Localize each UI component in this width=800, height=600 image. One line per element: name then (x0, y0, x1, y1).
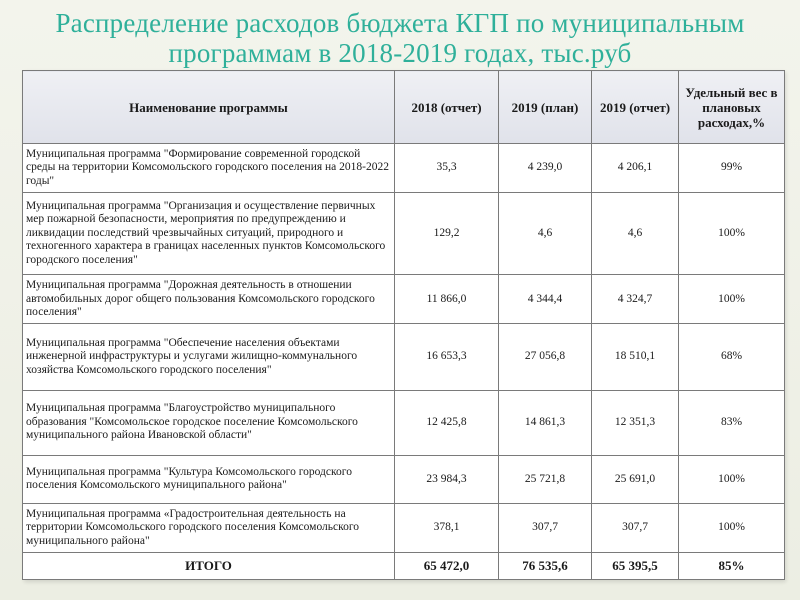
program-name-cell: Муниципальная программа "Формирование современной городской среды на территории Комсомольского городского поселения на 2018-2022 годы" (23, 144, 395, 193)
value-2019-report-cell: 25 691,0 (592, 455, 679, 504)
header-program-name: Наименование программы (23, 71, 395, 144)
total-2019-report-cell: 65 395,5 (592, 552, 679, 579)
value-2018-cell: 23 984,3 (395, 455, 499, 504)
value-2019-plan-cell: 4,6 (499, 192, 592, 275)
value-2019-plan-cell: 4 344,4 (499, 275, 592, 324)
total-label-cell: ИТОГО (23, 552, 395, 579)
header-share: Удельный вес в плановых расходах,% (679, 71, 785, 144)
value-2018-cell: 16 653,3 (395, 324, 499, 391)
share-cell: 99% (679, 144, 785, 193)
value-2019-report-cell: 307,7 (592, 504, 679, 553)
value-2018-cell: 35,3 (395, 144, 499, 193)
header-2018-report: 2018 (отчет) (395, 71, 499, 144)
header-2019-plan: 2019 (план) (499, 71, 592, 144)
table-row (23, 504, 785, 553)
value-2019-report-cell: 18 510,1 (592, 324, 679, 391)
value-2018-cell: 378,1 (395, 504, 499, 553)
value-2019-plan-cell: 27 056,8 (499, 324, 592, 391)
table-total-row (23, 552, 785, 579)
budget-table-container (22, 70, 784, 580)
table-header-row (23, 71, 785, 144)
share-cell: 68% (679, 324, 785, 391)
value-2019-plan-cell: 4 239,0 (499, 144, 592, 193)
program-name-cell: Муниципальная программа "Организация и осуществление первичных мер пожарной безопасности, мероприятия по предупреждению и ликвидации последствий чрезвычайных ситуаций, природного и техногенного характера в границах населенных пунктов Комсомольского городского поселения" (23, 192, 395, 275)
total-2019-plan-cell: 76 535,6 (499, 552, 592, 579)
table-row (23, 192, 785, 275)
value-2018-cell: 12 425,8 (395, 390, 499, 455)
table-row (23, 390, 785, 455)
program-name-cell: Муниципальная программа "Культура Комсомольского городского поселения Комсомольского муниципального района" (23, 455, 395, 504)
total-2018-cell: 65 472,0 (395, 552, 499, 579)
share-cell: 100% (679, 192, 785, 275)
value-2019-plan-cell: 25 721,8 (499, 455, 592, 504)
slide-title: Распределение расходов бюджета КГП по муниципальным программам в 2018-2019 годах, тыс.руб (55, 8, 745, 68)
value-2019-report-cell: 4,6 (592, 192, 679, 275)
value-2019-plan-cell: 14 861,3 (499, 390, 592, 455)
table-row (23, 324, 785, 391)
table-row (23, 144, 785, 193)
share-cell: 100% (679, 275, 785, 324)
value-2019-report-cell: 4 206,1 (592, 144, 679, 193)
value-2018-cell: 129,2 (395, 192, 499, 275)
value-2019-plan-cell: 307,7 (499, 504, 592, 553)
program-name-cell: Муниципальная программа "Дорожная деятельность в отношении автомобильных дорог общего пользования Комсомольского городского поселения" (23, 275, 395, 324)
total-share-cell: 85% (679, 552, 785, 579)
program-name-cell: Муниципальная программа "Благоустройство муниципального образования "Комсомольское городское поселение Комсомольского муниципального района Ивановской области" (23, 390, 395, 455)
budget-table (22, 70, 785, 580)
program-name-cell: Муниципальная программа "Обеспечение населения объектами инженерной инфраструктуры и услугами жилищно-коммунального хозяйства Комсомольского городского поселения" (23, 324, 395, 391)
share-cell: 83% (679, 390, 785, 455)
value-2019-report-cell: 12 351,3 (592, 390, 679, 455)
share-cell: 100% (679, 455, 785, 504)
header-2019-report: 2019 (отчет) (592, 71, 679, 144)
value-2018-cell: 11 866,0 (395, 275, 499, 324)
table-row (23, 455, 785, 504)
table-row (23, 275, 785, 324)
program-name-cell: Муниципальная программа «Градостроительная деятельность на территории Комсомольского городского поселения Комсомольского муниципального района" (23, 504, 395, 553)
share-cell: 100% (679, 504, 785, 553)
value-2019-report-cell: 4 324,7 (592, 275, 679, 324)
